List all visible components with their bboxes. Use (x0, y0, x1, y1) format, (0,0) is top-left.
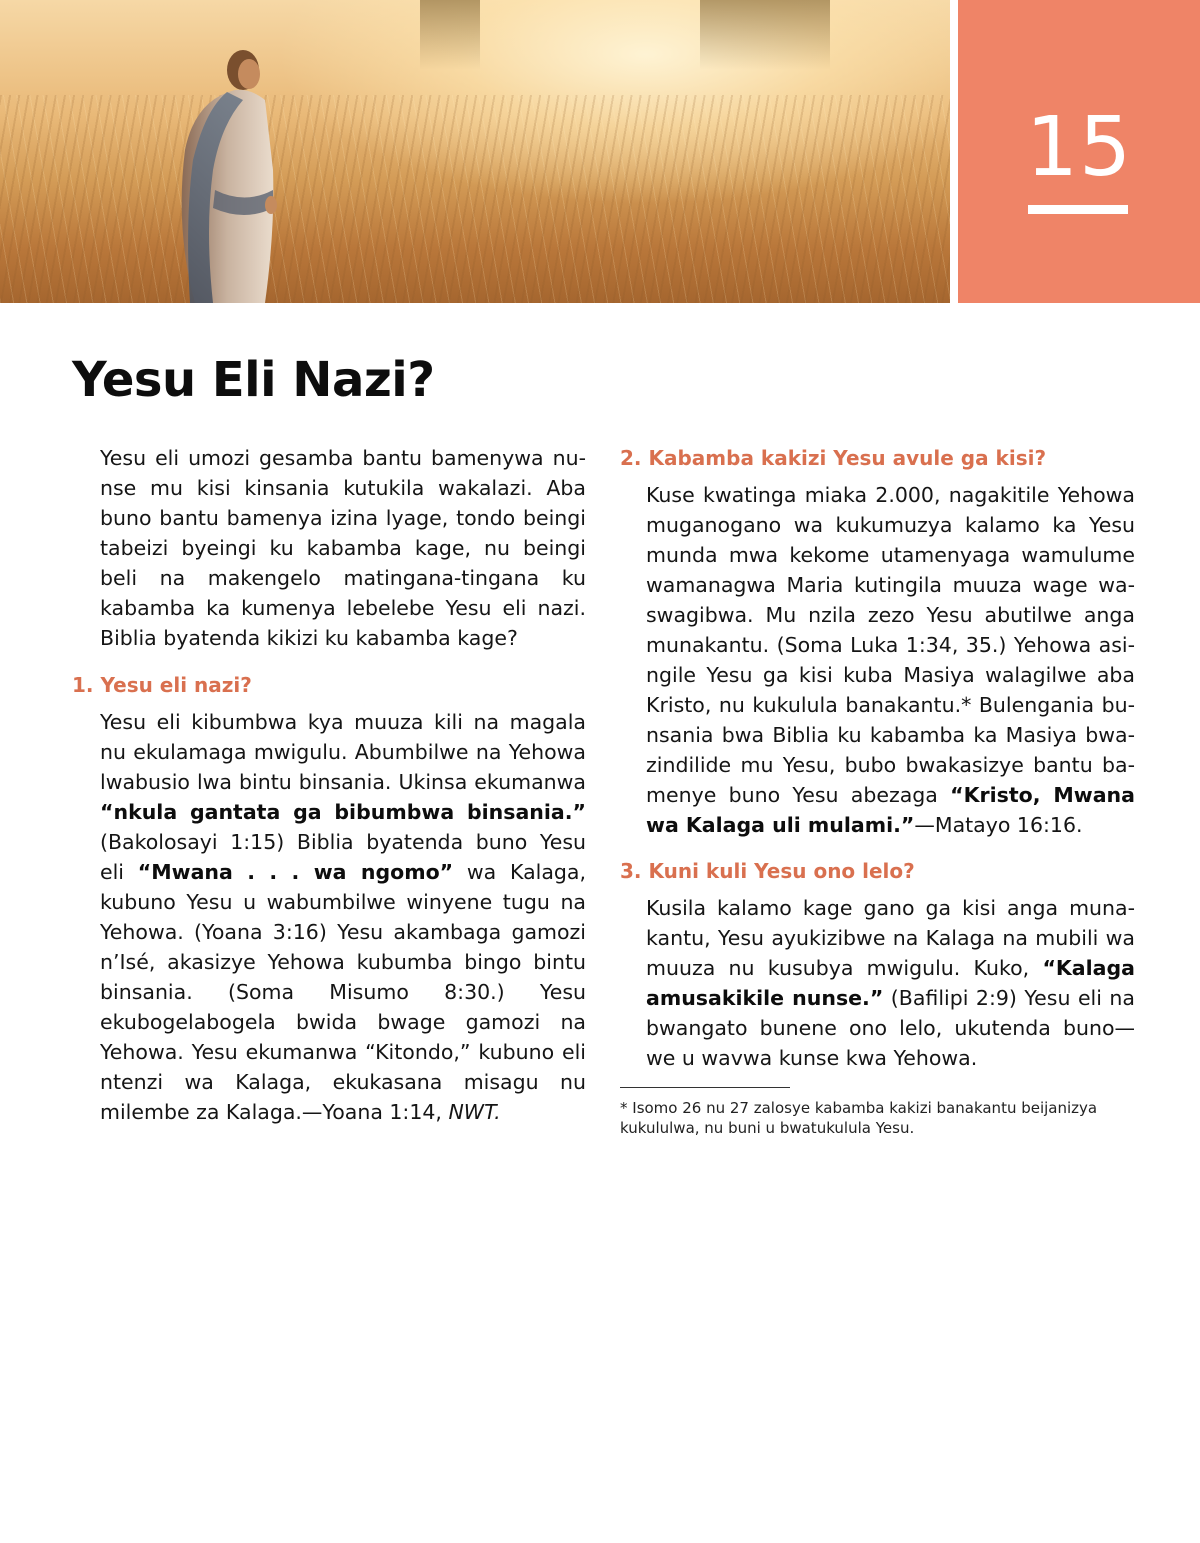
text-run: (Bakolosayi 1:15) Biblia byatenda buno Yesu eli (100, 830, 586, 884)
man-walking-figure (155, 30, 285, 303)
text-run: Kusila kalamo kage gano ga kisi anga munakantu, Yesu ayukizibwe na Kalaga na mubili wa muuza nu kusubya mwigulu. Kuko, (646, 896, 1135, 980)
left-column (72, 443, 586, 1127)
answer-paragraph-1 (100, 707, 586, 1127)
answer-paragraph-2 (646, 480, 1135, 840)
lesson-number: 15 (1025, 100, 1133, 195)
bold-quote: “nkula gantata ga bibumbwa binsania.” (100, 800, 586, 824)
question-heading-3: 3. Kuni kuli Yesu ono lelo? (620, 859, 915, 883)
bold-quote: “Kalaga amusakikile nunse.” (646, 956, 1135, 1010)
tree-shape (700, 0, 830, 70)
text-run: Yesu eli kibumbwa kya muuza kili na magala nu ekulamaga mwigulu. Abumbilwe na Yehowa lwabusio lwa bintu binsania. Ukinsa ekumanwa (100, 710, 586, 794)
text-run: Kuse kwatinga miaka 2.000, nagakitile Yehowa muganogano wa kukumuzya kalamo ka Yesu munda mwa kekome utamenyaga wamulume wamanagwa Maria kutingila muuza wage waswagibwa. Mu nzila zezo Yesu abutilwe anga munakantu. (Soma Luka 1:34, 35.) Yehowa asingile Yesu ga kisi kuba Masiya walagilwe aba Kristo, nu kukulula banakantu.* Bulengania bunsania bwa Biblia ku kabamba ka Masiya bwazindilide mu Yesu, bubo bwakasizye bantu bamenye buno Yesu abezaga (646, 483, 1135, 807)
tree-shape (420, 0, 480, 70)
intro-paragraph: Yesu eli umozi gesamba bantu bamenywa nunse mu kisi kinsania kutukila wakalazi. Aba buno bantu bamenya izina lyage, tondo beingi tabeizi byeingi ku kabamba kage, nu beingi beli na makengelo matingana-tingana ku kabamba ka kumenya lebelebe Yesu eli nazi. Biblia byatenda kikizi ku kabamba kage? (100, 446, 586, 650)
footnote-divider (620, 1087, 790, 1088)
question-heading-2: 2. Kabamba kakizi Yesu avule ga kisi? (620, 446, 1047, 470)
grass-field (0, 95, 950, 303)
text-run: wa Kalaga, kubuno Yesu u wabumbilwe winyene tugu na Yehowa. (Yoana 3:16) Yesu akambaga gamozi n’Isé, akasizye Yehowa kubumba bingo bintu binsania. (Soma Misumo 8:30.) Yesu ekubogelabogela bwida bwage gamozi na Yehowa. Yesu ekumanwa “Kitondo,” kubuno eli ntenzi wa Kalaga, ekukasana misagu nu milembe za Kalaga.—Yoana 1:14, (100, 860, 586, 1124)
bold-quote: “Mwana . . . wa ngomo” (137, 860, 454, 884)
bold-quote: “Kristo, Mwana wa Kalaga uli mulami.” (646, 783, 1135, 837)
lesson-number-badge (958, 0, 1200, 303)
text-run: —Matayo 16:16. (914, 813, 1083, 837)
footnote: * Isomo 26 nu 27 zalosye kabamba kakizi banakantu beijanizya kukululwa, nu buni u bwatukulula Yesu. (620, 1099, 1098, 1137)
text-run: (Bafilipi 2:9) Yesu eli na bwangato bunene ono lelo, ukutenda buno—we u wavwa kunse kwa Yehowa. (646, 986, 1135, 1070)
right-column (620, 443, 1135, 1138)
header-photo (0, 0, 950, 303)
question-heading-1: 1. Yesu eli nazi? (72, 673, 252, 697)
answer-paragraph-3 (646, 893, 1135, 1073)
italic-reference: NWT. (448, 1100, 501, 1124)
page-title: Yesu Eli Nazi? (72, 352, 435, 408)
lesson-number-underline (1028, 205, 1128, 214)
